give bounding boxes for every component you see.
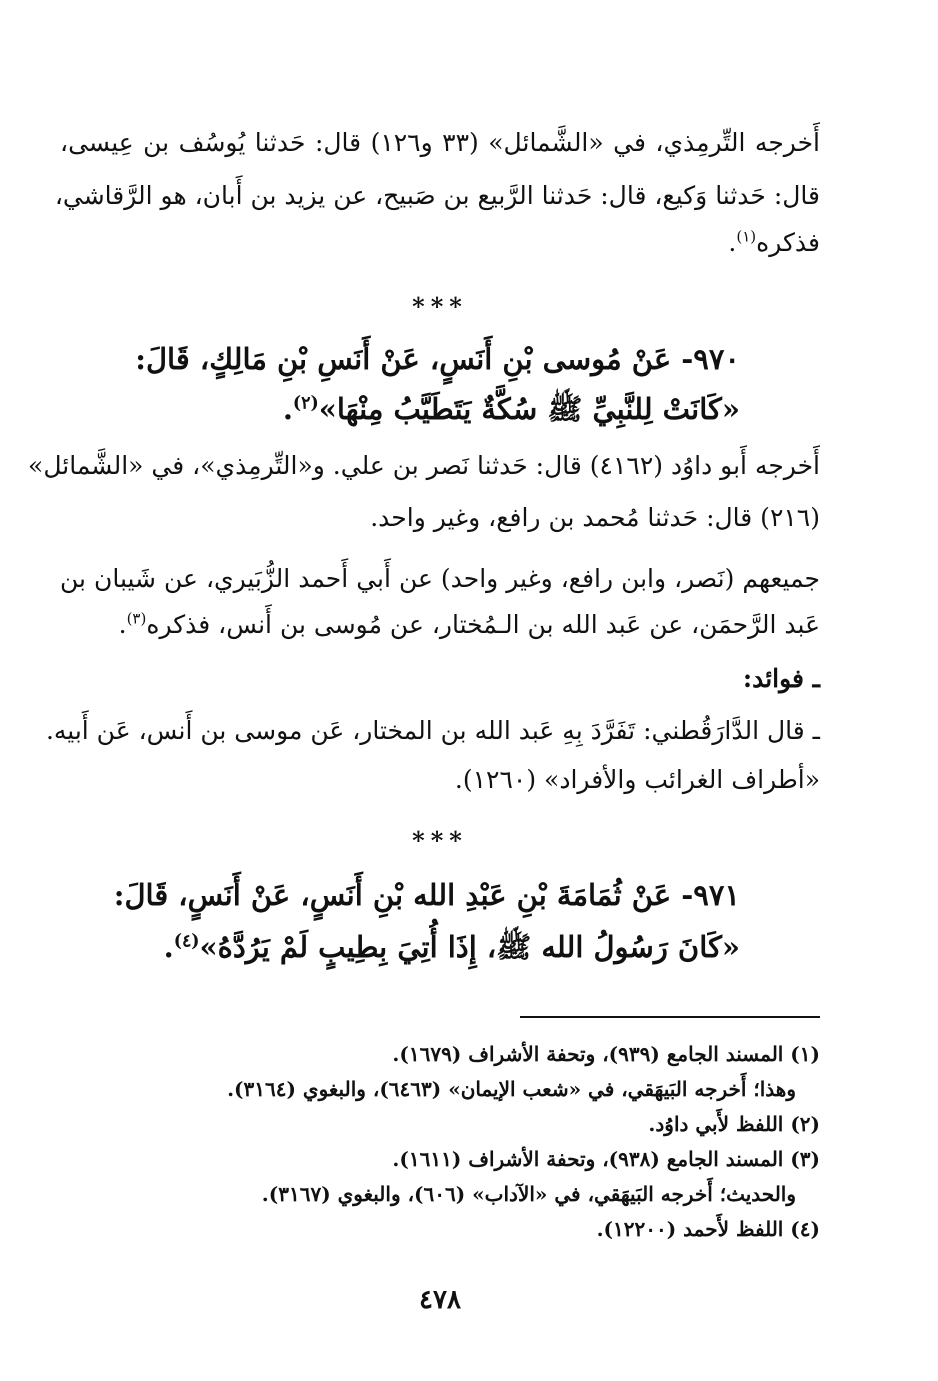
paragraph-2-line-2: (٢١٦) قال: حَدثنا مُحمد بن رافع، وغير واحد. xyxy=(370,503,820,532)
hadith-971-line-1: ٩٧١- عَنْ ثُمَامَةَ بْنِ عَبْدِ الله بْنِ أَنَسٍ، عَنْ أَنَسٍ، قَالَ: xyxy=(113,878,740,912)
page-number: ٤٧٨ xyxy=(419,1285,461,1315)
paragraph-4-line-2: «أطراف الغرائب والأفراد» (١٢٦٠). xyxy=(454,765,820,794)
text: . xyxy=(118,610,127,639)
text: . xyxy=(282,392,293,426)
text: «كَانَتْ لِلنَّبِيِّ ﷺ سُكَّةٌ يَتَطَيَّبُ مِنْهَا» xyxy=(318,392,740,426)
section-separator: *** xyxy=(412,292,468,321)
hadith-971-line-2 xyxy=(60,930,740,972)
footnote-ref-4: (٤) xyxy=(173,931,200,952)
section-separator: *** xyxy=(412,826,468,855)
paragraph-2-line-1: أَخرجه أَبو داوُد (٤١٦٢) قال: حَدثنا نَصر بن علي. و«التِّرمِذي»، في «الشَّمائل» xyxy=(28,451,820,480)
paragraph-1-line-2: قال: حَدثنا وَكيع، قال: حَدثنا الرَّبيع بن صَبيح، عن يزيد بن أَبان، هو الرَّقاشي، xyxy=(54,181,820,210)
footnote-4: (٤) اللفظ لأَحمد (١٢٢٠٠). xyxy=(596,1217,820,1241)
text: . xyxy=(163,930,174,964)
paragraph-4-line-1: ـ قال الدَّارَقُطني: تَفَرَّدَ بِهِ عَبد الله بن المختار، عَن موسى بن أَنس، عَن أَبيه. xyxy=(45,716,820,745)
text: . xyxy=(728,228,737,257)
text: «كَانَ رَسُولُ الله ﷺ، إِذَا أُتِيَ بِطِيبٍ لَمْ يَرُدَّهُ» xyxy=(199,930,740,964)
paragraph-1-line-1: أَخرجه التِّرمِذي، في «الشَّمائل» (٣٣ و١٢٦) قال: حَدثنا يُوسُف بن عِيسى، xyxy=(60,128,820,157)
footnote-1-continued: وهذا؛ أَخرجه البَيهَقي، في «شعب الإيمان» (٦٤٦٣)، والبغوي (٣١٦٤). xyxy=(227,1077,796,1101)
footnote-3-continued: والحديث؛ أَخرجه البَيهَقي، في «الآداب» (٦٠٦)، والبغوي (٣١٦٧). xyxy=(261,1182,796,1206)
hadith-970-line-2 xyxy=(60,392,740,434)
text: عَبد الرَّحمَن، عن عَبد الله بن الـمُختار، عن مُوسى بن أَنس، فذكره xyxy=(146,610,820,639)
text: فذكره xyxy=(756,228,820,257)
paragraph-3-line-2 xyxy=(60,609,820,639)
paragraph-3-line-1: جميعهم (نَصر، وابن رافع، وغير واحد) عن أَبي أَحمد الزُّبَيري، عن شَيبان بن xyxy=(60,564,820,593)
paragraph-1-line-3 xyxy=(60,227,820,257)
footnote-2: (٢) اللفظ لأَبي داوُد. xyxy=(648,1112,820,1136)
footnote-ref-1: (١) xyxy=(736,227,757,246)
footnote-divider xyxy=(520,1016,820,1018)
footnote-ref-2: (٢) xyxy=(292,393,319,414)
footnote-ref-3: (٣) xyxy=(126,609,147,628)
hadith-970-line-1: ٩٧٠- عَنْ مُوسى بْنِ أَنَسٍ، عَنْ أَنَسِ بْنِ مَالِكٍ، قَالَ: xyxy=(135,342,740,376)
footnote-1: (١) المسند الجامع (٩٣٩)، وتحفة الأشراف (١٦٧٩). xyxy=(392,1042,820,1066)
fawaid-heading: ـ فوائد: xyxy=(742,664,820,693)
footnote-3: (٣) المسند الجامع (٩٣٨)، وتحفة الأشراف (١٦١١). xyxy=(392,1147,820,1171)
